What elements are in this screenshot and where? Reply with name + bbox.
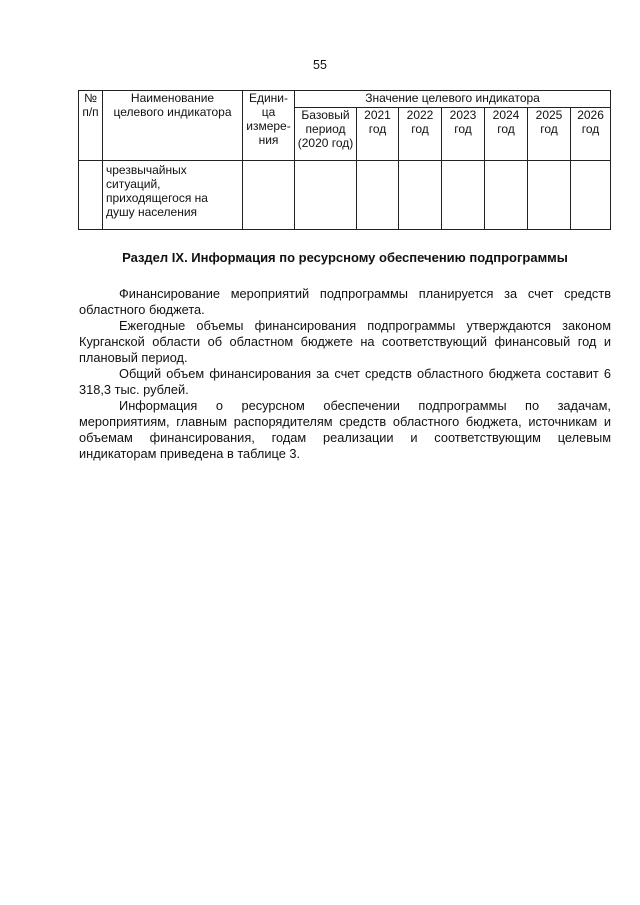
header-unit: Едини- ца измере- ния (243, 91, 295, 161)
header-year-2023: 2023 год (442, 108, 485, 161)
cell-value-2024 (485, 161, 528, 230)
table-row (79, 161, 611, 230)
header-year-2024: 2024 год (485, 108, 528, 161)
target-indicator-table (78, 90, 611, 230)
header-base-period: Базовый период (2020 год) (295, 108, 357, 161)
cell-indicator-name: чрезвычайных ситуаций, приходящегося на душу населения (103, 161, 243, 230)
page-number: 55 (313, 58, 327, 72)
header-indicator-name: Наименование целевого индикатора (103, 91, 243, 161)
section-title: Раздел IX. Информация по ресурсному обеспечению подпрограммы (122, 250, 568, 265)
header-number: № п/п (79, 91, 103, 161)
header-year-2026: 2026 год (571, 108, 611, 161)
cell-value-2023 (442, 161, 485, 230)
cell-unit (243, 161, 295, 230)
cell-value-2021 (357, 161, 399, 230)
paragraph-resource-info: Информация о ресурсном обеспечении подпрограммы по задачам, мероприятиям, главным распорядителям средств областного бюджета, источникам и объемам финансирования, годам реализации и соответствующим целевым индикаторам приведена в таблице 3. (79, 398, 611, 461)
paragraph-total-volume: Общий объем финансирования за счет средств областного бюджета составит 6 318,3 тыс. рублей. (79, 366, 611, 397)
cell-value-2026 (571, 161, 611, 230)
body-text (79, 286, 611, 462)
paragraph-annual-volumes: Ежегодные объемы финансирования подпрограммы утверждаются законом Курганской области об областном бюджете на соответствующий финансовый год и плановый период. (79, 318, 611, 365)
header-year-2025: 2025 год (528, 108, 571, 161)
header-indicator-value-group: Значение целевого индикатора (295, 91, 611, 108)
cell-base-value (295, 161, 357, 230)
header-year-2022: 2022 год (399, 108, 442, 161)
cell-value-2025 (528, 161, 571, 230)
cell-value-2022 (399, 161, 442, 230)
paragraph-financing: Финансирование мероприятий подпрограммы планируется за счет средств областного бюджета. (79, 286, 611, 317)
cell-number (79, 161, 103, 230)
header-year-2021: 2021 год (357, 108, 399, 161)
